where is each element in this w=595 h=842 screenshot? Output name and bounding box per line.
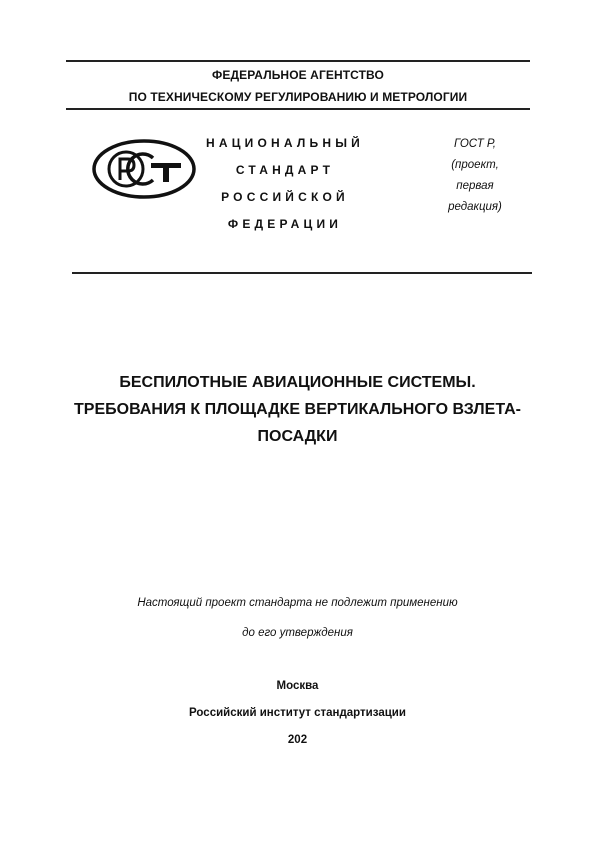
title-line3: ПОСАДКИ: [257, 428, 338, 445]
designation-line1: ГОСТ Р,: [453, 138, 497, 150]
publisher-institute: Российский институт стандартизации: [189, 707, 406, 719]
header-separator-rule: [72, 272, 532, 274]
publication-year: 202: [287, 734, 308, 746]
standard-type-line4: ФЕДЕРАЦИИ: [227, 217, 343, 231]
draft-notice-line1: Настоящий проект стандарта не подлежит применению: [137, 597, 458, 609]
designation-line3: первая: [456, 180, 494, 192]
standard-type-line1: НАЦИОНАЛЬНЫЙ: [205, 136, 365, 150]
designation-line2: (проект,: [451, 159, 499, 171]
title-line1: БЕСПИЛОТНЫЕ АВИАЦИОННЫЕ СИСТЕМЫ.: [119, 374, 476, 391]
document-title: [60, 369, 535, 450]
standard-designation: [430, 134, 520, 218]
rst-emblem-icon: [91, 138, 197, 200]
agency-name-line2: ПО ТЕХНИЧЕСКОМУ РЕГУЛИРОВАНИЮ И МЕТРОЛОГИИ: [128, 90, 468, 104]
standard-type-line2: СТАНДАРТ: [235, 163, 335, 177]
header-top-rule: [66, 60, 530, 62]
agency-name-line1: ФЕДЕРАЛЬНОЕ АГЕНТСТВО: [212, 68, 384, 82]
header-bottom-rule: [66, 108, 530, 110]
draft-notice-line2: до его утверждения: [242, 627, 353, 639]
standard-type-line3: РОССИЙСКОЙ: [221, 190, 349, 204]
designation-line4: редакция): [448, 201, 502, 213]
title-line2: ТРЕБОВАНИЯ К ПЛОЩАДКЕ ВЕРТИКАЛЬНОГО ВЗЛЕТА-: [74, 401, 521, 418]
publisher-city: Москва: [276, 680, 319, 692]
